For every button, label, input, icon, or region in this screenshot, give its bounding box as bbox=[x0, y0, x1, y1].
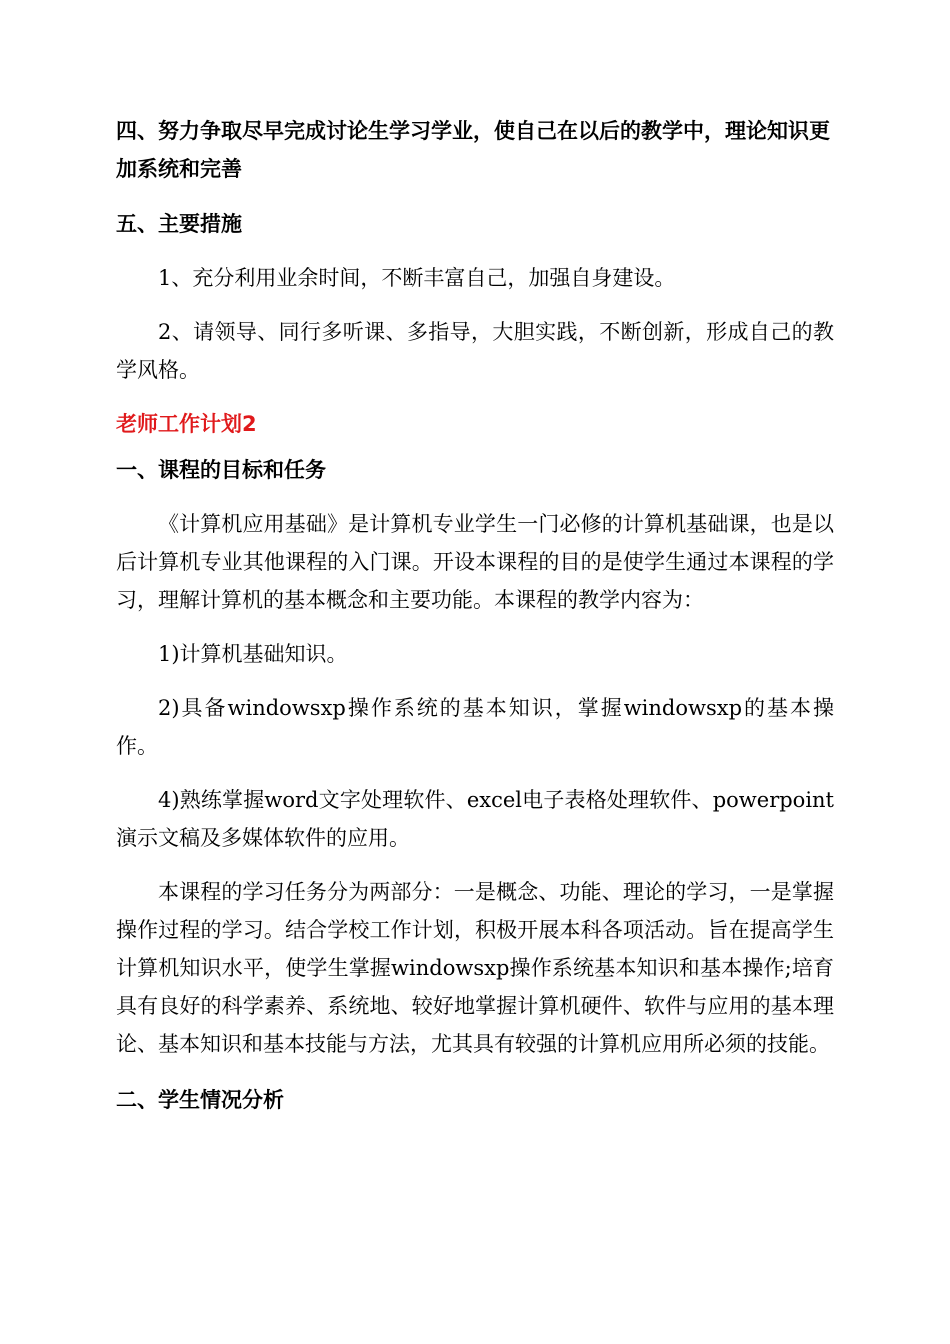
measure-item-1: 1、充分利用业余时间，不断丰富自己，加强自身建设。 bbox=[158, 266, 676, 290]
content-item-4: 4)熟练掌握word文字处理软件、excel电子表格处理软件、powerpoint演示文稿及多媒体软件的应用。 bbox=[116, 788, 834, 850]
learning-task-paragraph: 本课程的学习任务分为两部分：一是概念、功能、理论的学习，一是掌握操作过程的学习。结合学校工作计划，积极开展本科各项活动。旨在提高学生计算机知识水平，使学生掌握windowsxp操作系统基本知识和基本操作;培育具有良好的科学素养、系统地、较好地掌握计算机硬件、软件与应用的基本理论、基本知识和基本技能与方法，尤其具有较强的计算机应用所必须的技能。 bbox=[116, 880, 834, 1056]
section-heading-four: 四、努力争取尽早完成讨论生学习学业，使自己在以后的教学中，理论知识更加系统和完善 bbox=[116, 119, 830, 181]
content-item-1: 1)计算机基础知识。 bbox=[158, 642, 348, 666]
content-item-2: 2)具备windowsxp操作系统的基本知识，掌握windowsxp的基本操作。 bbox=[116, 696, 834, 758]
course-intro-paragraph: 《计算机应用基础》是计算机专业学生一门必修的计算机基础课，也是以后计算机专业其他课程的入门课。开设本课程的目的是使学生通过本课程的学习，理解计算机的基本概念和主要功能。本课程的教学内容为： bbox=[116, 512, 834, 612]
plan-title-2: 老师工作计划2 bbox=[116, 412, 257, 436]
measure-item-2: 2、请领导、同行多听课、多指导，大胆实践，不断创新，形成自己的教学风格。 bbox=[116, 320, 834, 382]
section-heading-goals: 一、课程的目标和任务 bbox=[116, 458, 326, 482]
section-heading-five: 五、主要措施 bbox=[116, 212, 242, 236]
section-heading-students: 二、学生情况分析 bbox=[116, 1088, 284, 1112]
document-body bbox=[116, 112, 834, 1119]
